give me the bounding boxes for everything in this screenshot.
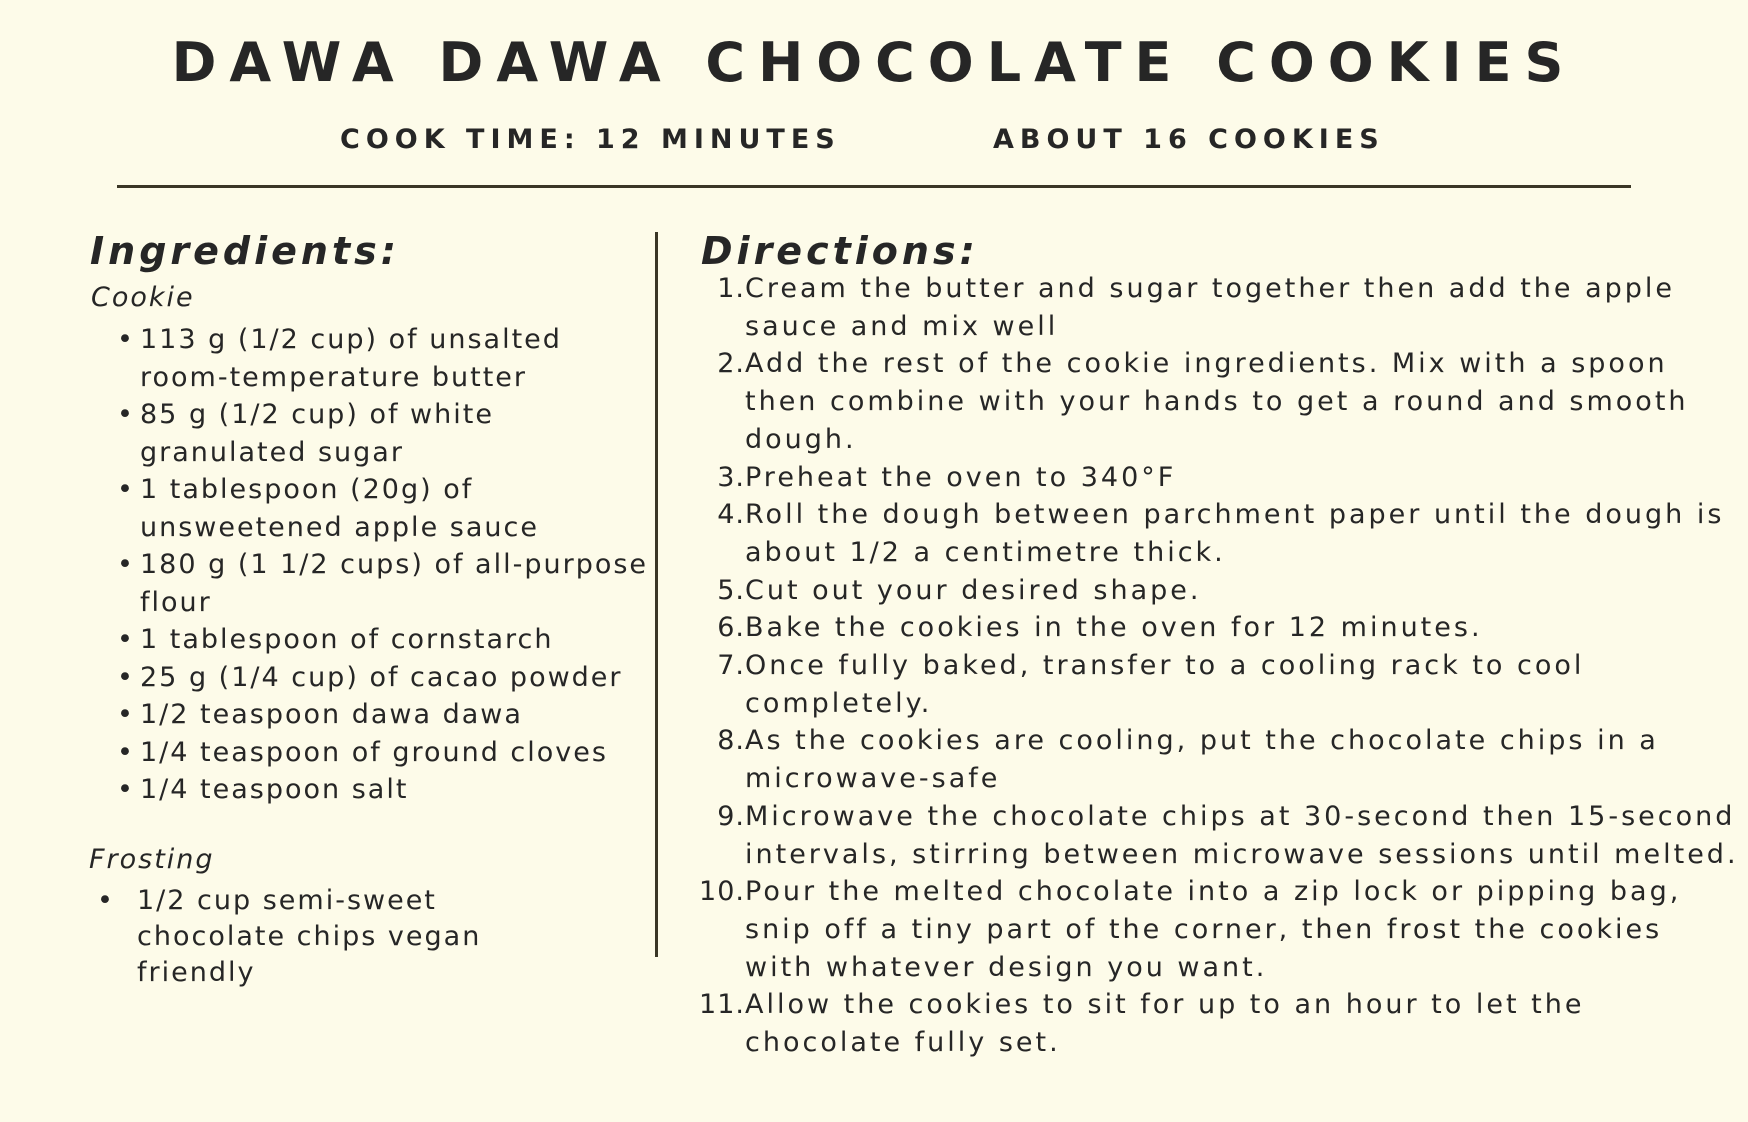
frosting-ingredient-list — [97, 883, 517, 991]
recipe-title: DAWA DAWA CHOCOLATE COOKIES — [171, 31, 1577, 94]
ingredient-item — [113, 696, 653, 734]
step-number: 2. — [717, 348, 745, 380]
bullet-icon: • — [117, 624, 135, 655]
ingredient-text: 1 tablespoon (20g) of unsweetened apple sauce — [140, 474, 539, 543]
bullet-icon: • — [97, 885, 115, 916]
ingredient-item — [97, 883, 517, 991]
bullet-icon: • — [117, 736, 135, 768]
bullet-icon: • — [117, 661, 135, 693]
step-text: Roll the dough between parchment paper until the dough is about 1/2 a centimetre thick. — [745, 499, 1725, 568]
ingredient-item — [113, 659, 653, 697]
cook-time: COOK TIME: 12 MINUTES — [340, 124, 841, 155]
direction-step — [690, 609, 1740, 647]
step-number: 5. — [717, 574, 745, 606]
bullet-icon: • — [117, 474, 135, 505]
direction-step — [690, 270, 1740, 345]
ingredient-item — [113, 734, 653, 772]
recipe-yield: ABOUT 16 COOKIES — [993, 124, 1385, 155]
directions-heading: Directions: — [701, 229, 979, 273]
ingredient-text: 85 g (1/2 cup) of white granulated sugar — [140, 399, 494, 468]
cookie-subheading: Cookie — [91, 282, 195, 313]
step-text: Pour the melted chocolate into a zip lock or pipping bag, snip off a tiny part of the corner, then frost the cookies with whatever design you want. — [745, 876, 1682, 983]
bullet-icon: • — [117, 549, 135, 580]
ingredient-text: 1 tablespoon of cornstarch — [140, 624, 554, 655]
ingredient-item — [113, 546, 653, 621]
step-text: Add the rest of the cookie ingredients. Mix with a spoon then combine with your hands to get a round and smooth dough. — [745, 348, 1689, 455]
step-text: Cut out your desired shape. — [745, 574, 1202, 606]
ingredient-item — [113, 471, 653, 546]
step-text: Microwave the chocolate chips at 30-second then 15-second intervals, stirring between microwave sessions until melted. — [745, 800, 1739, 870]
direction-step — [690, 345, 1740, 458]
direction-step — [690, 873, 1740, 986]
step-number: 3. — [717, 461, 745, 493]
step-number: 10. — [699, 876, 745, 908]
bullet-icon: • — [117, 699, 135, 730]
column-divider — [655, 232, 658, 957]
step-number: 7. — [717, 650, 745, 682]
ingredients-heading: Ingredients: — [90, 229, 400, 273]
ingredient-text: 1/4 teaspoon salt — [140, 774, 409, 805]
direction-step — [690, 647, 1740, 722]
direction-step — [690, 722, 1740, 797]
step-text: Cream the butter and sugar together then add the apple sauce and mix well — [745, 273, 1676, 342]
step-number: 6. — [717, 612, 745, 644]
ingredient-text: 113 g (1/2 cup) of unsalted room-temperature butter — [140, 324, 562, 393]
ingredient-item — [113, 321, 653, 396]
ingredient-text: 1/2 cup semi-sweet chocolate chips vegan friendly — [137, 885, 482, 988]
ingredient-item — [113, 621, 653, 659]
header-divider — [117, 185, 1631, 188]
bullet-icon: • — [117, 774, 135, 805]
step-number: 1. — [717, 273, 745, 304]
ingredient-text: 1/4 teaspoon of ground cloves — [140, 736, 608, 768]
step-text: Bake the cookies in the oven for 12 minutes. — [745, 612, 1483, 644]
ingredient-item — [113, 771, 653, 809]
step-number: 4. — [717, 499, 745, 531]
direction-step — [690, 496, 1740, 571]
step-number: 11. — [699, 989, 745, 1021]
frosting-subheading: Frosting — [89, 844, 215, 875]
direction-step — [690, 986, 1740, 1061]
bullet-icon: • — [117, 399, 135, 430]
ingredient-text: 25 g (1/4 cup) of cacao powder — [140, 661, 623, 693]
ingredient-text: 1/2 teaspoon dawa dawa — [140, 699, 523, 730]
ingredient-item — [113, 396, 653, 471]
directions-list — [690, 270, 1740, 1062]
step-text: As the cookies are cooling, put the chocolate chips in a microwave-safe — [745, 725, 1659, 795]
step-number: 8. — [717, 725, 745, 757]
direction-step — [690, 459, 1740, 497]
ingredient-text: 180 g (1 1/2 cups) of all-purpose flour — [140, 549, 649, 618]
bullet-icon: • — [117, 324, 135, 355]
step-text: Once fully baked, transfer to a cooling rack to cool completely. — [745, 650, 1585, 719]
direction-step — [690, 572, 1740, 610]
step-number: 9. — [717, 800, 745, 832]
direction-step — [690, 798, 1740, 873]
step-text: Allow the cookies to sit for up to an hour to let the chocolate fully set. — [745, 989, 1585, 1059]
cookie-ingredient-list — [113, 321, 653, 809]
step-text: Preheat the oven to 340°F — [745, 461, 1177, 493]
